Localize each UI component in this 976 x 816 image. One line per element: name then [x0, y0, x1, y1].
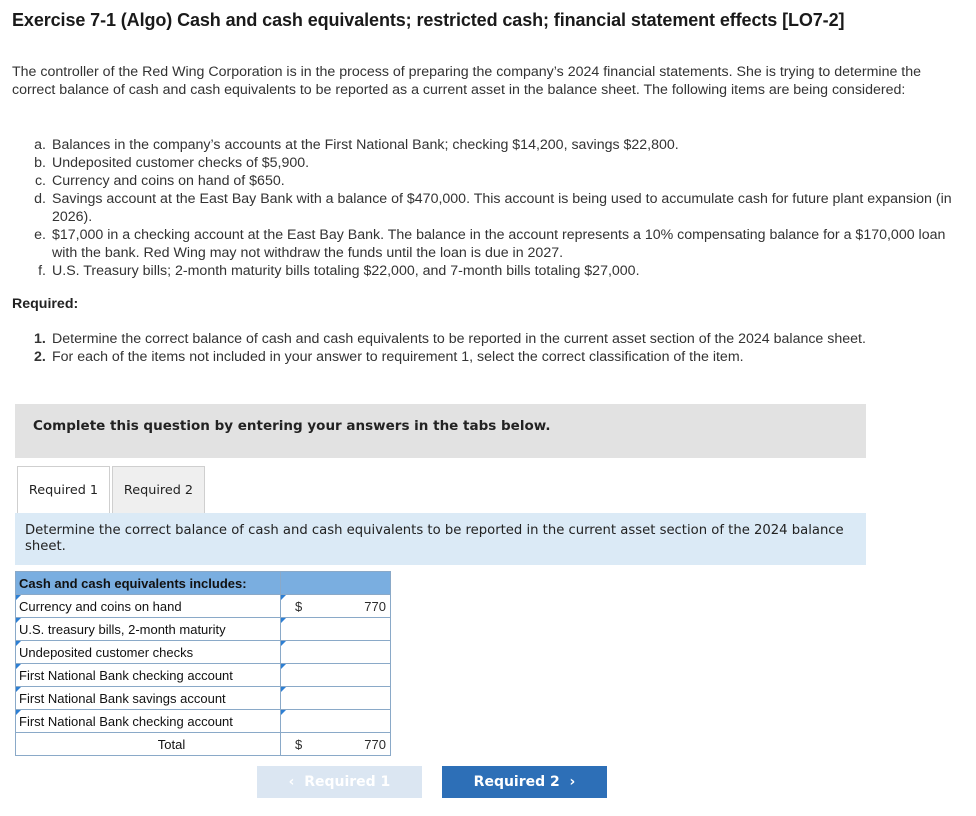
requirement-marker: 1.: [34, 331, 46, 347]
requirement-item: [34, 330, 934, 348]
item-marker: f.: [38, 263, 46, 279]
item-marker: d.: [34, 191, 46, 207]
tab-label: Required 1: [28, 483, 99, 498]
list-item: [34, 136, 964, 154]
list-item: [34, 190, 964, 226]
list-item: [34, 226, 964, 262]
row-amount-input[interactable]: $ 770: [281, 595, 391, 618]
row-amount-input[interactable]: [281, 618, 391, 641]
item-text: Balances in the company’s accounts at the First National Bank; checking $14,200, savings $22,800.: [52, 137, 679, 153]
tab-required-1[interactable]: [17, 466, 110, 514]
instruction-panel: [15, 513, 866, 565]
table-row: [16, 687, 391, 710]
next-button-label: Required 2: [473, 774, 560, 790]
row-label-dropdown[interactable]: Undeposited customer checks: [16, 641, 281, 664]
requirement-text: Determine the correct balance of cash and cash equivalents to be reported in the current asset section of the 2024 balance sheet.: [52, 331, 866, 347]
chevron-left-icon: ‹: [288, 774, 305, 790]
tab-label: Required 2: [123, 483, 194, 498]
item-text: U.S. Treasury bills; 2-month maturity bills totaling $22,000, and 7-month bills totaling $27,000.: [52, 263, 640, 279]
total-label: Total: [16, 733, 281, 756]
total-row: [16, 733, 391, 756]
row-amount-input[interactable]: [281, 687, 391, 710]
banner-text: Complete this question by entering your answers in the tabs below.: [33, 418, 551, 434]
item-marker: a.: [34, 137, 46, 153]
row-label-dropdown[interactable]: U.S. treasury bills, 2-month maturity: [16, 618, 281, 641]
row-amount-input[interactable]: [281, 710, 391, 733]
row-amount-input[interactable]: [281, 641, 391, 664]
item-text: $17,000 in a checking account at the East Bay Bank. The balance in the account represents a 10% compensating balance for a $170,000 loan with the bank. Red Wing may not withdraw the funds until the loan is due in 2027.: [52, 227, 946, 261]
items-list: [34, 136, 964, 280]
requirement-item: [34, 348, 934, 366]
item-marker: b.: [34, 155, 46, 171]
instructions-banner: [15, 404, 866, 458]
row-label-dropdown[interactable]: First National Bank savings account: [16, 687, 281, 710]
table-row: [16, 641, 391, 664]
table-header-value: [281, 572, 391, 595]
requirement-text: For each of the items not included in your answer to requirement 1, select the correct classification of the item.: [52, 349, 744, 365]
requirements-list: [34, 330, 934, 366]
previous-button[interactable]: [257, 766, 422, 798]
next-button[interactable]: [442, 766, 607, 798]
requirement-marker: 2.: [34, 349, 46, 365]
table-header: Cash and cash equivalents includes:: [16, 572, 281, 595]
required-heading: Required:: [12, 296, 79, 312]
exercise-title: Exercise 7-1 (Algo) Cash and cash equivalents; restricted cash; financial statement effects [LO7-2]: [12, 10, 845, 30]
cash-equivalents-table: [15, 571, 391, 756]
total-amount: $ 770: [281, 733, 391, 756]
table-row: [16, 595, 391, 618]
tab-required-2[interactable]: [112, 466, 205, 514]
table-row: [16, 664, 391, 687]
item-text: Undeposited customer checks of $5,900.: [52, 155, 310, 171]
list-item: [34, 262, 964, 280]
list-item: [34, 172, 964, 190]
item-marker: c.: [34, 173, 46, 189]
table-row: [16, 710, 391, 733]
row-amount-input[interactable]: [281, 664, 391, 687]
instruction-text: Determine the correct balance of cash and cash equivalents to be reported in the current asset section of the 2024 balance sheet.: [25, 523, 844, 554]
item-text: Currency and coins on hand of $650.: [52, 173, 285, 189]
item-text: Savings account at the East Bay Bank with a balance of $470,000. This account is being used to accumulate cash for future plant expansion (in 2026).: [52, 191, 952, 225]
chevron-right-icon: ›: [559, 774, 576, 790]
item-marker: e.: [34, 227, 46, 243]
row-label-dropdown[interactable]: First National Bank checking account: [16, 710, 281, 733]
row-label-dropdown[interactable]: First National Bank checking account: [16, 664, 281, 687]
intro-paragraph: The controller of the Red Wing Corporation is in the process of preparing the company’s 2024 financial statements. She is trying to determine the correct balance of cash and cash equivalents to be reported as a current asset in the balance sheet. The following items are being considered:: [12, 64, 922, 98]
previous-button-label: Required 1: [304, 774, 391, 790]
table-row: [16, 618, 391, 641]
list-item: [34, 154, 964, 172]
row-label-dropdown[interactable]: Currency and coins on hand: [16, 595, 281, 618]
